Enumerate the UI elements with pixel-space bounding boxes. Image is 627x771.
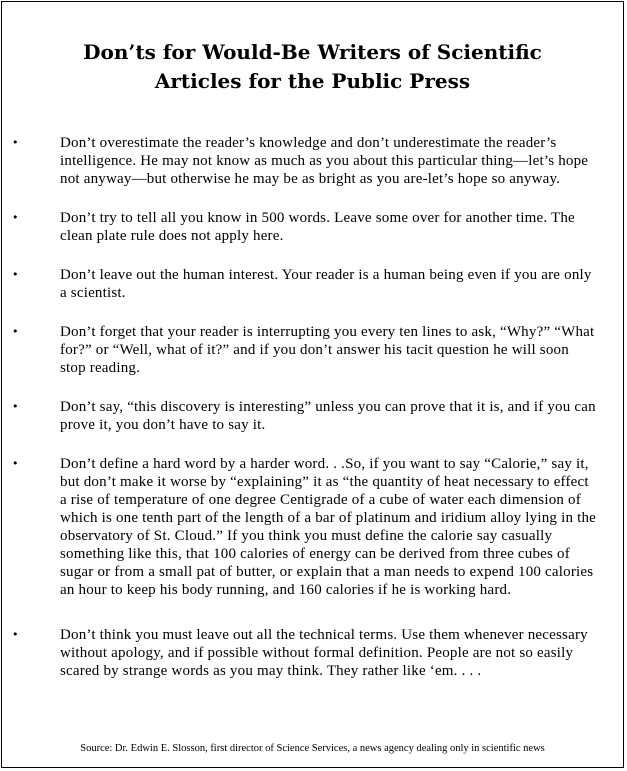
list-item (2, 398, 623, 434)
list-item-text: Don’t define a hard word by a harder word. . .So, if you want to say “Calorie,” say it, but don’t make it worse by “explaining” it as “the quantity of heat necessary to effect a rise of temperature of one degree Centigrade of a cube of water each dimension of which is one tenth part of the length of a bar of platinum and iridium alloy lying in the observatory of St. Cloud.” If you think you must define the calorie say casually something like this, that 100 calories of energy can be derived from three cubes of sugar or from a small pat of butter, or explain that a man needs to expend 100 calories an hour to keep his body running, and 160 calories if he is working hard. (60, 456, 597, 598)
list-item-text: Don’t think you must leave out all the technical terms. Use them whenever necessary without apology, and if possible without formal definition. People are not so easily scared by strange words as you may think. They rather like ‘em. . . . (60, 627, 588, 679)
list-item (2, 134, 623, 188)
bullet-icon: • (12, 136, 19, 149)
list-item-text: Don’t overestimate the reader’s knowledge and don’t underestimate the reader’s intelligence. He may not know as much as you about this particular thing—let’s hope not anyway—but otherwise he may be as bright as you are-let’s hope so anyway. (60, 135, 589, 187)
list-item (2, 323, 623, 377)
list-item-text: Don’t leave out the human interest. Your reader is a human being even if you are only a scientist. (60, 267, 592, 301)
list-item-text: Don’t try to tell all you know in 500 words. Leave some over for another time. The clean plate rule does not apply here. (60, 210, 575, 244)
list-item (2, 266, 623, 302)
list-item-text: Don’t forget that your reader is interrupting you every ten lines to ask, “Why?” “What for?” or “Well, what of it?” and if you don’t answer his tacit question he will soon stop reading. (60, 324, 595, 376)
bullet-icon: • (12, 457, 19, 470)
bullet-icon: • (12, 268, 19, 281)
document-page (1, 1, 624, 768)
document-title (2, 38, 623, 96)
title-line-2: Articles for the Public Press (154, 69, 471, 93)
list-item (2, 455, 623, 599)
list-item (2, 209, 623, 245)
title-line-1: Don’ts for Would-Be Writers of Scientific (83, 40, 542, 64)
source-citation: Source: Dr. Edwin E. Slosson, first director of Science Services, a news agency dealing only in scientific news (80, 743, 545, 754)
list-item-text: Don’t say, “this discovery is interesting” unless you can prove that it is, and if you can prove it, you don’t have to say it. (60, 399, 596, 433)
bullet-icon: • (12, 400, 19, 413)
list-item (2, 626, 623, 680)
bullet-icon: • (12, 628, 19, 641)
bullet-icon: • (12, 325, 19, 338)
bullet-icon: • (12, 211, 19, 224)
donts-list (2, 134, 623, 680)
